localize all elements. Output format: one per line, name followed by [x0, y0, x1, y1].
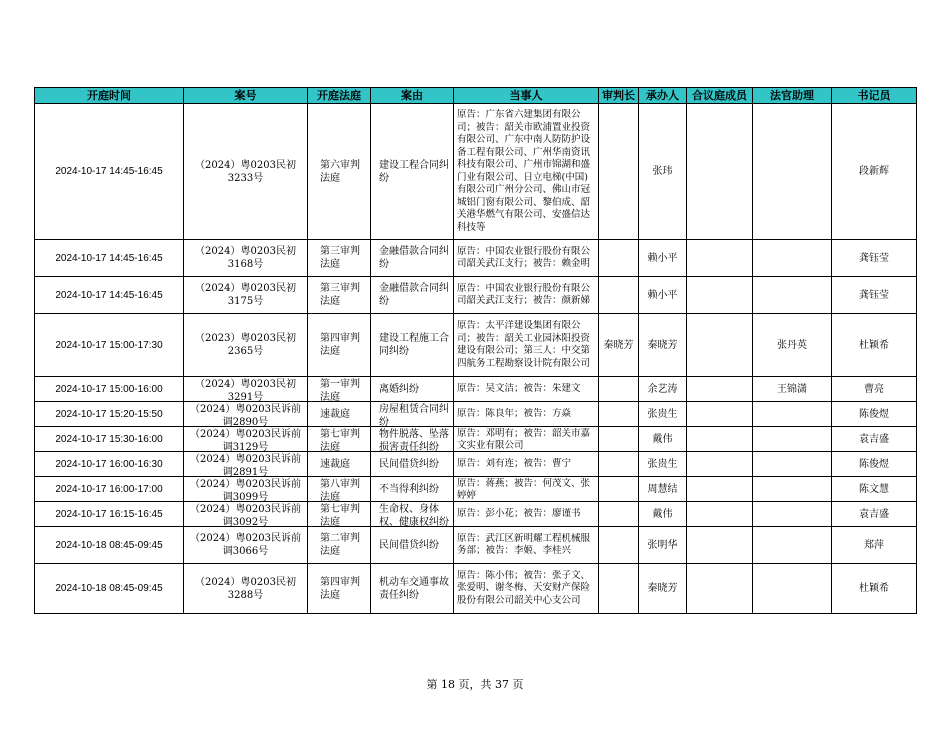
- cell-hearing-time-text: 2024-10-17 14:45-16:45: [55, 252, 163, 264]
- cell-hearing-time: [35, 402, 184, 427]
- cell-cause-text: 房屋租赁合同纠纷: [379, 403, 449, 426]
- cell-handler: [639, 104, 687, 240]
- cell-parties-text: 原告：彭小花；被告：廖谨书: [457, 507, 581, 519]
- cell-handler-text: 张贵生: [647, 458, 678, 470]
- cell-hearing-time: [35, 527, 184, 564]
- table-row: [35, 427, 917, 452]
- cell-handler-text: 张玮: [652, 166, 673, 177]
- cell-handler-text: 余艺涛: [647, 383, 678, 395]
- cell-clerk-text: 陈俊煜: [859, 408, 889, 420]
- cell-handler: [639, 240, 687, 277]
- cell-hearing-time: [35, 502, 184, 527]
- cell-case-number: [184, 402, 308, 427]
- cell-parties-text: 原告：刘有连；被告：曹宁: [457, 457, 572, 469]
- cell-hearing-time: [35, 104, 184, 240]
- cell-cause: [371, 402, 454, 427]
- cell-hearing-time-text: 2024-10-17 15:20-15:50: [55, 408, 163, 420]
- cell-parties-text: 原告：中国农业银行股份有限公司韶关武江支行；被告：赖金明: [457, 245, 591, 269]
- cell-cause-text: 建设工程合同纠纷: [379, 159, 449, 184]
- cell-panel-members: [687, 277, 753, 314]
- table-row: [35, 452, 917, 477]
- cell-courtroom-text: 第二审判法庭: [320, 533, 360, 557]
- cell-cause-text: 生命权、身体权、健康权纠纷: [379, 503, 449, 526]
- cell-cause-text: 民间借贷纠纷: [379, 458, 439, 470]
- cell-case-number: [184, 240, 308, 277]
- cell-case-number-text: （2024）粤0203民诉前调2891号: [190, 453, 301, 476]
- header-row: [35, 88, 917, 104]
- cell-parties: [454, 377, 599, 402]
- table-row: [35, 240, 917, 277]
- header-case-number: 案号: [184, 88, 308, 104]
- cell-hearing-time: [35, 377, 184, 402]
- cell-courtroom-text: 第三审判法庭: [320, 283, 360, 307]
- cell-cause: [371, 314, 454, 377]
- cell-case-number-text: （2024）粤0203民诉前调3129号: [190, 428, 301, 451]
- cell-hearing-time: [35, 277, 184, 314]
- cell-parties: [454, 314, 599, 377]
- cell-case-number: [184, 502, 308, 527]
- cell-handler: [639, 314, 687, 377]
- cell-hearing-time-text: 2024-10-17 15:00-16:00: [55, 383, 163, 395]
- cell-clerk: [832, 314, 917, 377]
- cell-presiding-judge: [599, 240, 639, 277]
- cell-hearing-time-text: 2024-10-17 16:00-17:00: [55, 483, 163, 495]
- cell-courtroom: [308, 402, 371, 427]
- header-cause: 案由: [371, 88, 454, 104]
- cell-parties: [454, 564, 599, 614]
- cell-courtroom: [308, 377, 371, 402]
- cell-handler: [639, 377, 687, 402]
- cell-panel-members: [687, 452, 753, 477]
- cell-panel-members: [687, 527, 753, 564]
- cell-handler: [639, 402, 687, 427]
- cell-handler: [639, 277, 687, 314]
- cell-courtroom-text: 第七审判法庭: [320, 503, 360, 526]
- cell-handler-text: 秦晓芳: [647, 583, 678, 594]
- cell-courtroom: [308, 502, 371, 527]
- cell-parties: [454, 402, 599, 427]
- cell-clerk: [832, 240, 917, 277]
- cell-presiding-judge: [599, 452, 639, 477]
- cell-courtroom-text: 第六审判法庭: [320, 159, 360, 184]
- cell-clerk: [832, 527, 917, 564]
- cell-handler: [639, 564, 687, 614]
- table-row: [35, 104, 917, 240]
- cell-cause-text: 金融借款合同纠纷: [379, 246, 449, 270]
- cell-case-number: [184, 452, 308, 477]
- cell-panel-members: [687, 240, 753, 277]
- cell-case-number-text: （2024）粤0203民初3288号: [195, 576, 296, 601]
- cell-cause: [371, 452, 454, 477]
- cell-hearing-time: [35, 240, 184, 277]
- cell-presiding-judge: [599, 527, 639, 564]
- cell-case-number-text: （2024）粤0203民初3175号: [195, 283, 296, 307]
- cell-clerk: [832, 402, 917, 427]
- cell-clerk: [832, 427, 917, 452]
- cell-courtroom-text: 第一审判法庭: [320, 378, 360, 401]
- cell-clerk-text: 龚钰莹: [859, 289, 889, 301]
- cell-courtroom: [308, 104, 371, 240]
- cell-judge-assistant: [753, 277, 832, 314]
- cell-courtroom: [308, 477, 371, 502]
- header-handler: 承办人: [639, 88, 687, 104]
- cell-judge-assistant: [753, 477, 832, 502]
- cell-presiding-judge: [599, 277, 639, 314]
- cell-cause-text: 建设工程施工合同纠纷: [379, 333, 449, 357]
- cell-judge-assistant: [753, 104, 832, 240]
- table-row: [35, 277, 917, 314]
- cell-handler-text: 张明华: [647, 539, 678, 551]
- cell-clerk-text: 段新辉: [859, 166, 889, 177]
- cell-presiding-judge: [599, 377, 639, 402]
- cell-panel-members: [687, 402, 753, 427]
- cell-judge-assistant: [753, 427, 832, 452]
- cell-courtroom-text: 第四审判法庭: [320, 576, 360, 601]
- cell-parties-text: 原告：中国农业银行股份有限公司韶关武江支行；被告：颜新娣: [457, 282, 591, 306]
- cell-panel-members: [687, 377, 753, 402]
- cell-cause: [371, 502, 454, 527]
- cell-courtroom-text: 第三审判法庭: [320, 246, 360, 270]
- cell-parties-text: 原告：蒋燕；被告：何茂文、张婷婷: [457, 477, 591, 501]
- cell-cause-text: 物件脱落、坠落损害责任纠纷: [379, 428, 449, 451]
- cell-panel-members: [687, 104, 753, 240]
- cell-courtroom-text: 第七审判法庭: [320, 428, 360, 451]
- cell-handler: [639, 502, 687, 527]
- cell-cause-text: 离婚纠纷: [379, 383, 419, 395]
- cell-case-number-text: （2024）粤0203民诉前调3099号: [190, 478, 301, 501]
- cell-parties: [454, 240, 599, 277]
- header-courtroom: 开庭法庭: [308, 88, 371, 104]
- cell-case-number: [184, 314, 308, 377]
- cell-case-number-text: （2024）粤0203民诉前调3066号: [190, 533, 301, 557]
- cell-courtroom: [308, 427, 371, 452]
- cell-judge-assistant: [753, 564, 832, 614]
- cell-hearing-time: [35, 564, 184, 614]
- cell-presiding-judge: [599, 104, 639, 240]
- cell-case-number: [184, 377, 308, 402]
- cell-panel-members: [687, 427, 753, 452]
- header-presiding-judge: 审判长: [599, 88, 639, 104]
- cell-handler: [639, 527, 687, 564]
- cell-judge-assistant: [753, 502, 832, 527]
- cell-cause-text: 民间借贷纠纷: [379, 539, 439, 551]
- table-row: [35, 402, 917, 427]
- cell-clerk: [832, 377, 917, 402]
- table-row: [35, 527, 917, 564]
- cell-handler-text: 赖小平: [647, 289, 678, 301]
- cell-courtroom: [308, 277, 371, 314]
- cell-hearing-time: [35, 314, 184, 377]
- cell-presiding-judge: [599, 314, 639, 377]
- cell-parties-text: 原告：广东省六建集团有限公司；被告：韶关市欧浦置业投资有限公司、广东中南人防防护设备工程有限公司、广州华南资讯科技有限公司、广州市锦湖和盛门业有限公司、日立电梯(中国)有限公司广州分公司、佛山市冠城铝门窗有限公司、黎伯成、韶关港华燃气有限公司、安盛信达科技等: [457, 109, 591, 233]
- cell-clerk-text: 曹亮: [864, 383, 884, 395]
- cell-parties: [454, 477, 599, 502]
- cell-panel-members: [687, 314, 753, 377]
- cell-panel-members: [687, 564, 753, 614]
- cell-courtroom: [308, 564, 371, 614]
- cell-judge-assistant: [753, 240, 832, 277]
- cell-cause: [371, 104, 454, 240]
- cell-clerk-text: 陈文慧: [859, 483, 889, 495]
- cell-presiding-judge: [599, 427, 639, 452]
- cell-presiding-judge-text: 秦晓芳: [603, 339, 634, 351]
- cell-courtroom-text: 速裁庭: [320, 408, 350, 420]
- cell-parties: [454, 104, 599, 240]
- cell-cause: [371, 427, 454, 452]
- cell-handler-text: 秦晓芳: [647, 339, 678, 351]
- cell-courtroom: [308, 527, 371, 564]
- cell-cause-text: 机动车交通事故责任纠纷: [379, 576, 449, 601]
- cell-clerk-text: 袁吉盛: [859, 433, 889, 445]
- table-row: [35, 564, 917, 614]
- cell-parties: [454, 427, 599, 452]
- cell-courtroom-text: 第四审判法庭: [320, 333, 360, 357]
- cell-case-number-text: （2024）粤0203民初3291号: [195, 378, 296, 401]
- cell-panel-members: [687, 502, 753, 527]
- cell-parties: [454, 527, 599, 564]
- header-judge-assistant: 法官助理: [753, 88, 832, 104]
- cell-cause-text: 金融借款合同纠纷: [379, 283, 449, 307]
- cell-case-number: [184, 104, 308, 240]
- cell-clerk: [832, 477, 917, 502]
- cell-clerk: [832, 277, 917, 314]
- cell-case-number: [184, 277, 308, 314]
- cell-parties-text: 原告：吴文洁；被告：朱建文: [457, 382, 581, 394]
- cell-hearing-time-text: 2024-10-17 15:00-17:30: [55, 339, 163, 351]
- table-row: [35, 377, 917, 402]
- cell-parties-text: 原告：陈良年；被告：方焱: [457, 407, 572, 419]
- cell-courtroom-text: 第八审判法庭: [320, 478, 360, 501]
- cell-handler: [639, 477, 687, 502]
- cell-presiding-judge: [599, 564, 639, 614]
- cell-hearing-time-text: 2024-10-17 14:45-16:45: [55, 166, 163, 177]
- cell-hearing-time-text: 2024-10-18 08:45-09:45: [55, 539, 163, 551]
- cell-parties-text: 原告：陈小伟；被告：张子文、张爱明、谢冬梅、天安财产保险股份有限公司韶关中心支公司: [457, 569, 591, 606]
- cell-hearing-time: [35, 427, 184, 452]
- cell-case-number-text: （2024）粤0203民初3233号: [195, 159, 296, 184]
- cell-clerk-text: 袁吉盛: [859, 508, 889, 520]
- cell-cause: [371, 527, 454, 564]
- cell-presiding-judge: [599, 502, 639, 527]
- cell-case-number: [184, 477, 308, 502]
- cell-case-number: [184, 564, 308, 614]
- cell-handler: [639, 452, 687, 477]
- cell-clerk-text: 杜颖希: [859, 583, 889, 594]
- cell-hearing-time-text: 2024-10-17 16:00-16:30: [55, 458, 163, 470]
- cell-cause: [371, 277, 454, 314]
- cell-clerk: [832, 502, 917, 527]
- table-row: [35, 477, 917, 502]
- page-footer: 第 18 页，共 37 页: [426, 678, 524, 691]
- cell-presiding-judge: [599, 477, 639, 502]
- cell-cause: [371, 477, 454, 502]
- cell-parties-text: 原告：邓明有；被告：韶关市嘉文实业有限公司: [457, 427, 591, 451]
- cell-cause: [371, 240, 454, 277]
- header-clerk: 书记员: [832, 88, 917, 104]
- cell-judge-assistant: [753, 527, 832, 564]
- cell-clerk-text: 郑萍: [864, 539, 884, 551]
- header-parties: 当事人: [454, 88, 599, 104]
- cell-courtroom: [308, 240, 371, 277]
- cell-handler-text: 张贵生: [647, 408, 678, 420]
- cell-judge-assistant-text: 张丹英: [777, 339, 807, 351]
- cell-clerk-text: 陈俊煜: [859, 458, 889, 470]
- schedule-body: [35, 104, 917, 614]
- cell-handler-text: 周慧结: [647, 483, 678, 495]
- cell-hearing-time: [35, 477, 184, 502]
- cell-clerk-text: 龚钰莹: [859, 252, 889, 264]
- cell-hearing-time-text: 2024-10-18 08:45-09:45: [55, 583, 163, 594]
- cell-courtroom-text: 速裁庭: [320, 458, 350, 470]
- hearing-schedule-table: [34, 87, 917, 614]
- cell-handler-text: 戴伟: [652, 508, 673, 520]
- cell-parties-text: 原告：太平洋建设集团有限公司；被告：韶关工业园沐阳投资建设有限公司；第三人：中交第四航务工程勘察设计院有限公司: [457, 320, 591, 369]
- cell-parties-text: 原告：武江区新明耀工程机械服务部；被告：李姬、李桂兴: [457, 532, 591, 556]
- cell-clerk: [832, 564, 917, 614]
- cell-judge-assistant-text: 王锦潇: [777, 383, 807, 395]
- cell-hearing-time-text: 2024-10-17 15:30-16:00: [55, 433, 163, 445]
- cell-parties: [454, 277, 599, 314]
- cell-clerk: [832, 104, 917, 240]
- cell-judge-assistant: [753, 452, 832, 477]
- cell-courtroom: [308, 314, 371, 377]
- cell-case-number: [184, 527, 308, 564]
- cell-case-number-text: （2024）粤0203民初3168号: [195, 246, 296, 270]
- cell-handler-text: 戴伟: [652, 433, 673, 445]
- cell-judge-assistant: [753, 377, 832, 402]
- cell-hearing-time-text: 2024-10-17 16:15-16:45: [55, 508, 163, 520]
- cell-clerk: [832, 452, 917, 477]
- cell-judge-assistant: [753, 314, 832, 377]
- cell-cause: [371, 564, 454, 614]
- header-panel-members: 合议庭成员: [687, 88, 753, 104]
- cell-presiding-judge: [599, 402, 639, 427]
- table-row: [35, 314, 917, 377]
- cell-handler-text: 赖小平: [647, 252, 678, 264]
- cell-handler: [639, 427, 687, 452]
- cell-cause-text: 不当得利纠纷: [379, 483, 439, 495]
- cell-hearing-time-text: 2024-10-17 14:45-16:45: [55, 289, 163, 301]
- cell-case-number-text: （2024）粤0203民诉前调3092号: [190, 503, 301, 526]
- cell-cause: [371, 377, 454, 402]
- cell-hearing-time: [35, 452, 184, 477]
- cell-panel-members: [687, 477, 753, 502]
- cell-parties: [454, 452, 599, 477]
- cell-case-number-text: （2023）粤0203民初2365号: [195, 333, 296, 357]
- cell-clerk-text: 杜颖希: [859, 339, 889, 351]
- cell-courtroom: [308, 452, 371, 477]
- cell-judge-assistant: [753, 402, 832, 427]
- header-hearing-time: 开庭时间: [35, 88, 184, 104]
- cell-case-number: [184, 427, 308, 452]
- cell-case-number-text: （2024）粤0203民诉前调2890号: [190, 403, 301, 426]
- table-row: [35, 502, 917, 527]
- cell-parties: [454, 502, 599, 527]
